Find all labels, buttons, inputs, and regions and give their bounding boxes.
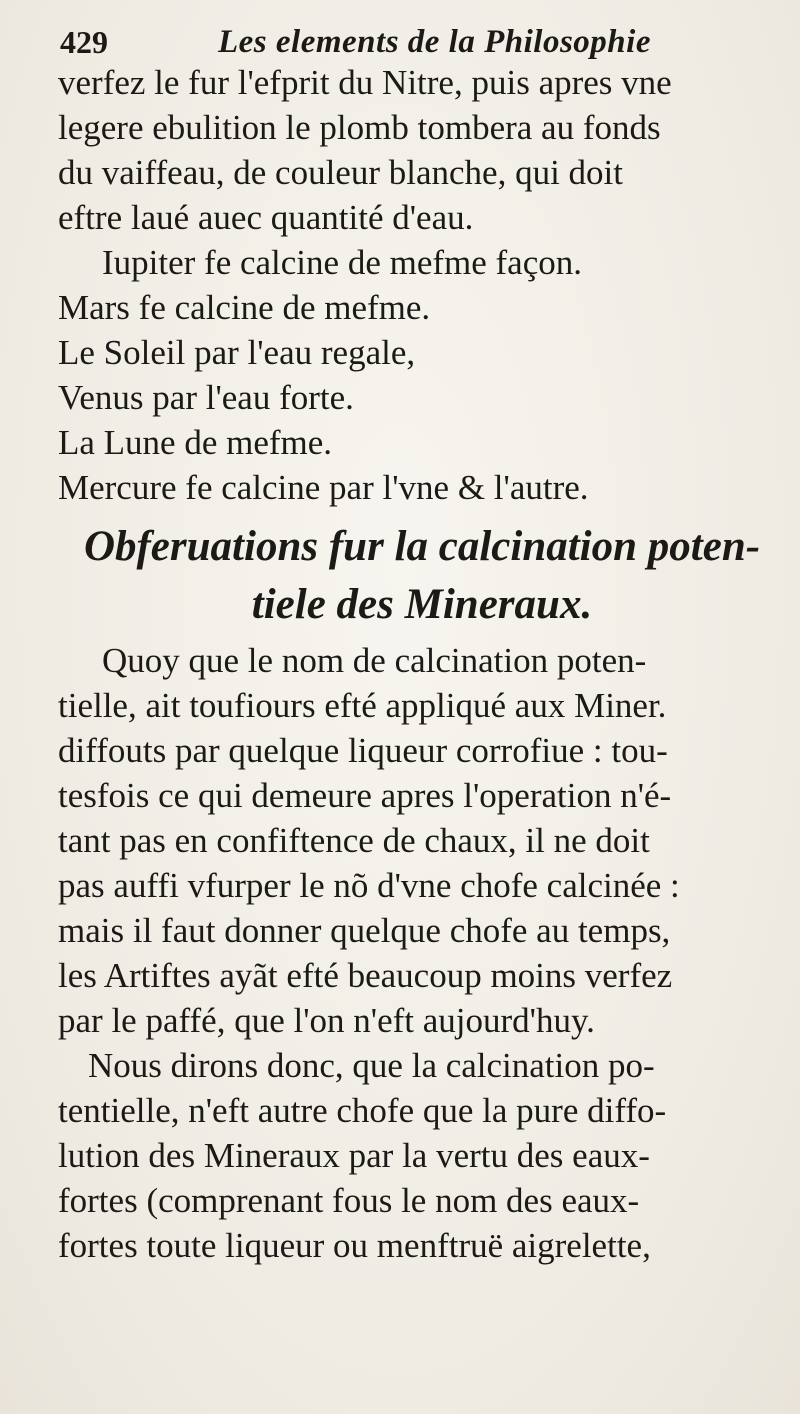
text-line: verfez le fur l'efprit du Nitre, puis apres vne xyxy=(58,63,672,102)
list-line: Iupiter fe calcine de mefme façon. xyxy=(102,243,583,282)
text-line: tant pas en confiftence de chaux, il ne doit xyxy=(58,821,650,860)
text-line: legere ebulition le plomb tombera au fonds xyxy=(58,108,661,147)
list-line: La Lune de mefme. xyxy=(58,423,333,462)
list-line: Le Soleil par l'eau regale, xyxy=(58,333,416,372)
text-line: Nous dirons donc, que la calcination po- xyxy=(88,1046,655,1085)
list-line: Venus par l'eau forte. xyxy=(58,378,354,417)
page-header xyxy=(60,18,760,66)
text-line: du vaiffeau, de couleur blanche, qui doit xyxy=(58,153,623,192)
text-line: eftre laué auec quantité d'eau. xyxy=(58,198,474,237)
list-line: Mercure fe calcine par l'vne & l'autre. xyxy=(58,468,589,507)
text-line: fortes toute liqueur ou menftruë aigrelette, xyxy=(58,1226,651,1265)
heading-line: Obferuations fur la calcination poten- xyxy=(83,523,761,570)
text-line: tesfois ce qui demeure apres l'operation n'é- xyxy=(58,776,672,815)
text-line: les Artiftes ayãt efté beaucoup moins verfez xyxy=(58,956,673,995)
section-heading xyxy=(58,518,786,634)
text-line: Quoy que le nom de calcination poten- xyxy=(102,641,647,680)
text-line: diffouts par quelque liqueur corrofiue : tou- xyxy=(58,731,668,770)
paragraph-3 xyxy=(58,1043,786,1268)
calcination-list xyxy=(58,240,786,510)
running-head: Les elements de la Philosophie xyxy=(218,24,651,60)
heading-line: tiele des Mineraux. xyxy=(251,581,593,628)
text-line: tielle, ait toufiours efté appliqué aux Miner. xyxy=(58,686,667,725)
text-line: lution des Mineraux par la vertu des eaux- xyxy=(58,1136,650,1175)
text-line: fortes (comprenant fous le nom des eaux- xyxy=(58,1181,640,1220)
text-line: pas auffi vfurper le nõ d'vne chofe calcinée : xyxy=(58,866,680,905)
paragraph-2 xyxy=(58,638,786,1043)
list-line: Mars fe calcine de mefme. xyxy=(58,288,431,327)
page-number: 429 xyxy=(60,24,108,60)
text-line: tentielle, n'eft autre chofe que la pure diffo- xyxy=(58,1091,667,1130)
text-line: mais il faut donner quelque chofe au temps, xyxy=(58,911,671,950)
paragraph-1 xyxy=(58,60,786,240)
text-line: par le paffé, que l'on n'eft aujourd'huy. xyxy=(58,1001,595,1040)
